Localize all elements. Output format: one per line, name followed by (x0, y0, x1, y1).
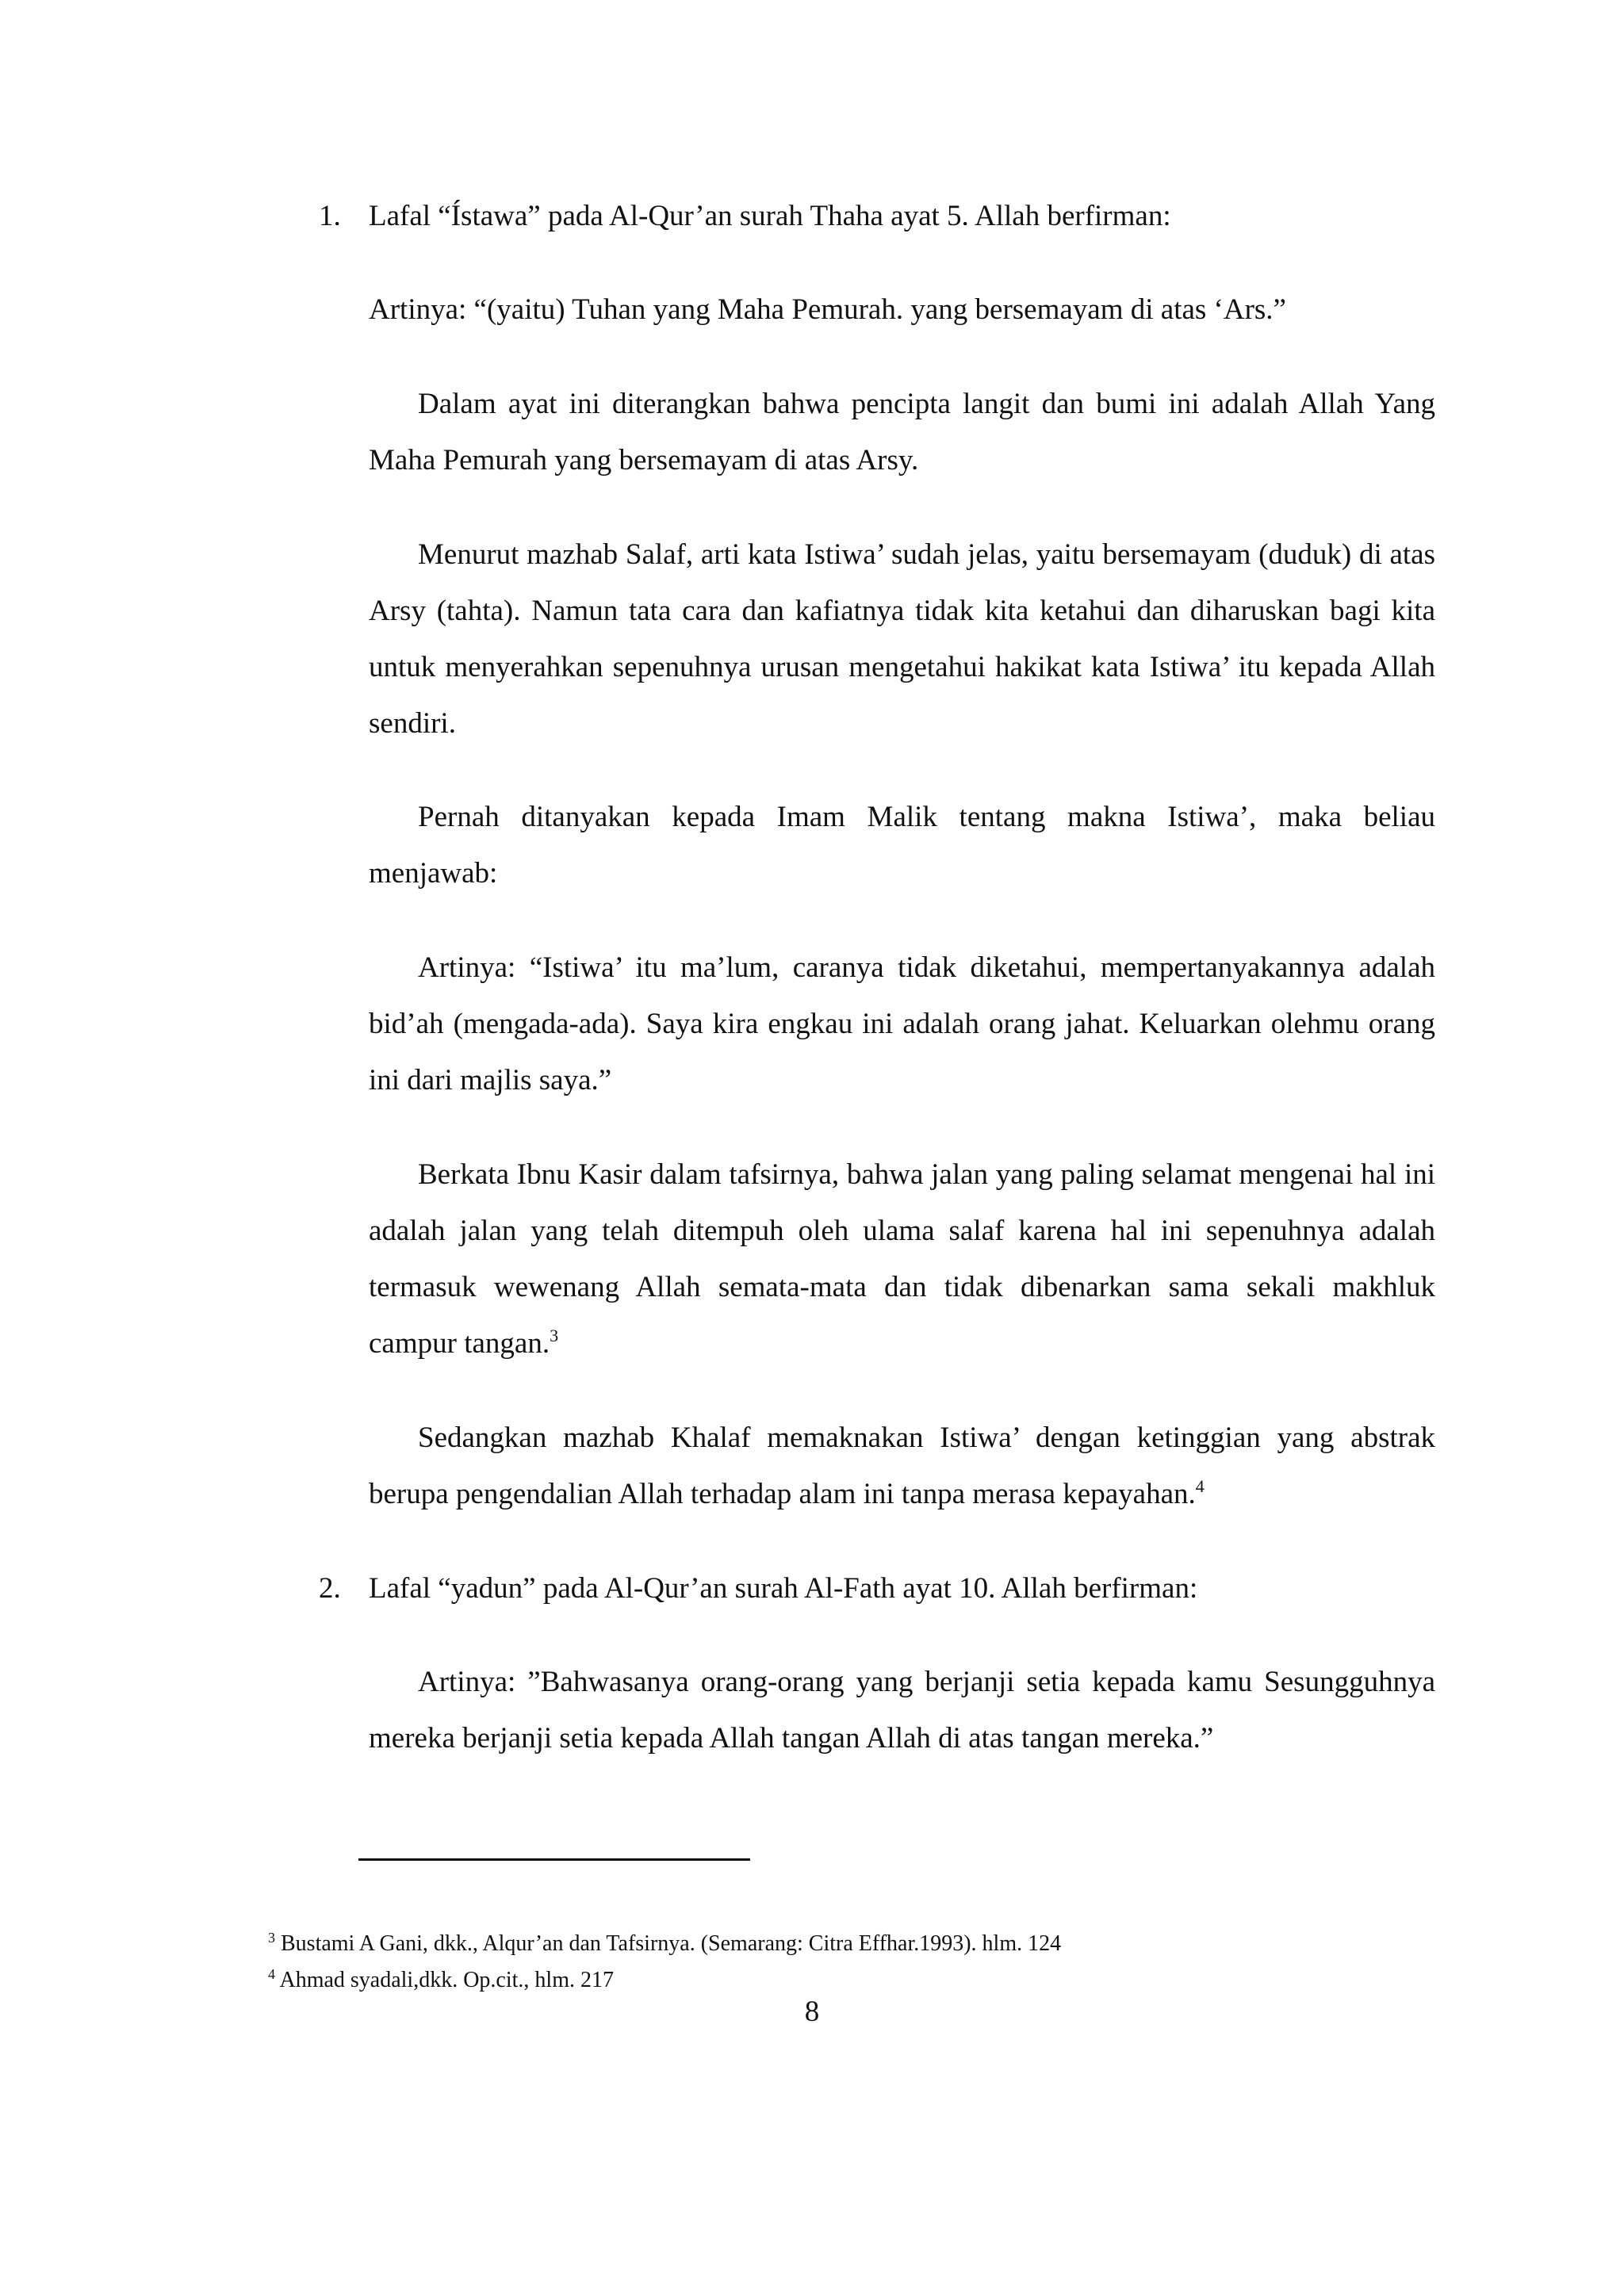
page-number: 8 (804, 1996, 820, 2028)
footnote-mark-3: 3 (268, 1930, 275, 1946)
item1-paragraph-4: Artinya: “Istiwa’ itu ma’lum, caranya tidak diketahui, mempertanyakannya adalah bid’ah (mengada-ada). Saya kira engkau ini adalah orang jahat. Keluarkan olehmu orang ini dari majlis saya.” (369, 951, 1435, 1096)
footnote-separator (358, 1858, 750, 1861)
item1-paragraph-1: Dalam ayat ini diterangkan bahwa pencipta langit dan bumi ini adalah Allah Yang Maha Pemurah yang bersemayam di atas Arsy. (369, 388, 1435, 476)
item1-paragraph-6-text: Sedangkan mazhab Khalaf memaknakan Istiwa’ dengan ketinggian yang abstrak berupa pengendalian Allah terhadap alam ini tanpa merasa kepayahan. (369, 1422, 1435, 1510)
item1-paragraph-5-text: Berkata Ibnu Kasir dalam tafsirnya, bahwa jalan yang paling selamat mengenai hal ini adalah jalan yang telah ditempuh oleh ulama salaf karena hal ini sepenuhnya adalah termasuk wewenang Allah semata-mata dan tidak dibenarkan sama sekali makhluk campur tangan. (369, 1158, 1435, 1360)
item1-paragraph-6 (369, 1410, 1435, 1522)
item1-translation: Artinya: “(yaitu) Tuhan yang Maha Pemurah. yang bersemayam di atas ‘Ars.” (369, 293, 1286, 326)
footnote-mark-4: 4 (268, 1966, 275, 1982)
footnote-3-text: Bustami A Gani, dkk., Alqur’an dan Tafsirnya. (Semarang: Citra Effhar.1993). hlm. 124 (281, 1931, 1062, 1956)
list-number-1: 1. (319, 200, 341, 232)
footnote-ref-4: 4 (1195, 1476, 1205, 1496)
item1-paragraph-2: Menurut mazhab Salaf, arti kata Istiwa’ sudah jelas, yaitu bersemayam (duduk) di atas Arsy (tahta). Namun tata cara dan kafiatnya tidak kita ketahui dan diharuskan bagi kita untuk menyerahkan sepenuhnya urusan mengetahui hakikat kata Istiwa’ itu kepada Allah sendiri. (369, 538, 1435, 740)
footnote-3 (268, 1928, 1434, 1960)
item2-translation: Artinya: ”Bahwasanya orang-orang yang berjanji setia kepada kamu Sesungguhnya mereka berjanji setia kepada Allah tangan Allah di atas tangan mereka.” (369, 1666, 1435, 1755)
item2-heading: Lafal “yadun” pada Al-Qur’an surah Al-Fath ayat 10. Allah berfirman: (369, 1572, 1198, 1605)
footnote-4-text: Ahmad syadali,dkk. Op.cit., hlm. 217 (279, 1968, 614, 1992)
list-number-2: 2. (319, 1572, 341, 1605)
item1-heading: Lafal “Ístawa” pada Al-Qur’an surah Thaha ayat 5. Allah berfirman: (369, 200, 1171, 232)
item1-paragraph-5 (369, 1146, 1435, 1372)
item1-paragraph-3: Pernah ditanyakan kepada Imam Malik tentang makna Istiwa’, maka beliau menjawab: (369, 801, 1435, 890)
footnote-ref-3: 3 (550, 1326, 559, 1345)
